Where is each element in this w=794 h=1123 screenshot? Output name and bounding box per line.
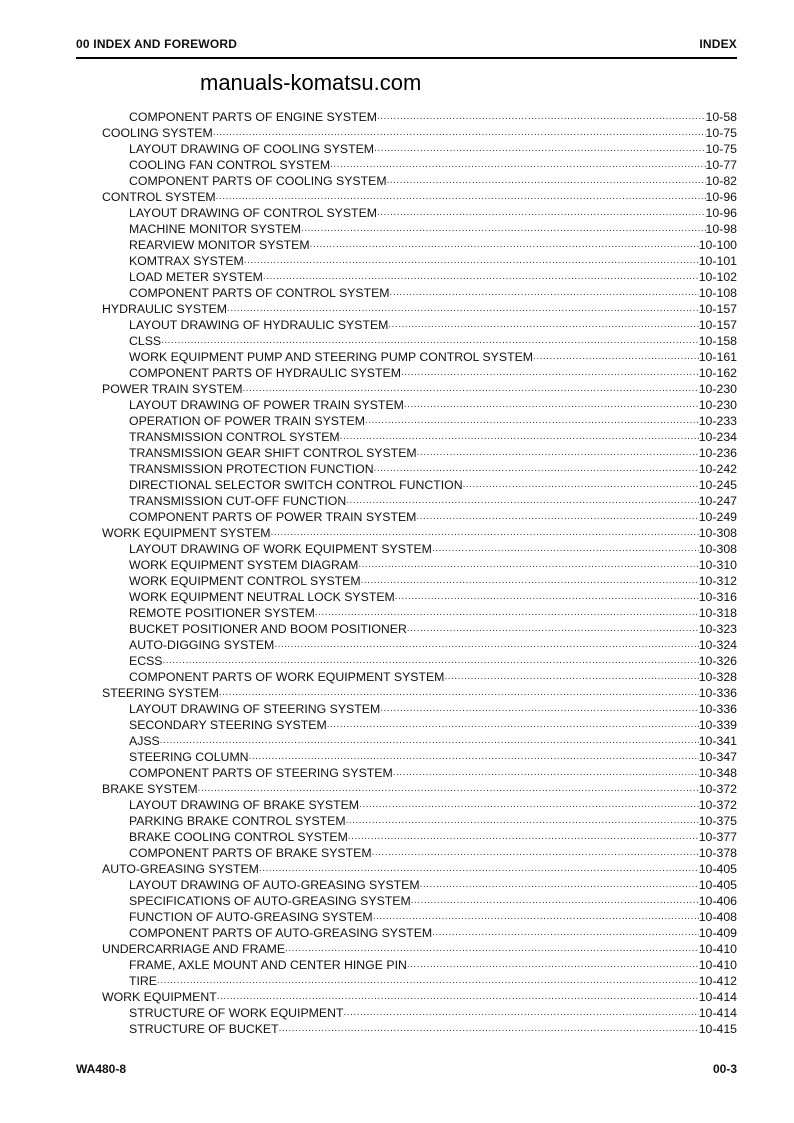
- toc-entry[interactable]: [129, 349, 737, 365]
- toc-entry-page: 10-157: [698, 318, 737, 332]
- toc-entry-page: 10-310: [698, 558, 737, 572]
- toc-entry-title: FRAME, AXLE MOUNT AND CENTER HINGE PIN: [129, 958, 407, 972]
- toc-entry-page: 10-347: [698, 750, 737, 764]
- toc-entry-title: LAYOUT DRAWING OF AUTO-GREASING SYSTEM: [129, 878, 420, 892]
- dot-leader: [315, 605, 699, 621]
- toc-entry[interactable]: [129, 1021, 737, 1037]
- toc-entry-page: 10-230: [698, 398, 737, 412]
- toc-entry[interactable]: [129, 797, 737, 813]
- toc-entry-page: 10-375: [698, 814, 737, 828]
- dot-leader: [432, 925, 699, 941]
- toc-entry-title: WORK EQUIPMENT NEUTRAL LOCK SYSTEM: [129, 590, 395, 604]
- toc-entry[interactable]: [129, 413, 737, 429]
- toc-entry-title: STEERING SYSTEM: [102, 686, 219, 700]
- toc-entry-page: 10-308: [698, 526, 737, 540]
- toc-entry[interactable]: [129, 605, 737, 621]
- toc-entry[interactable]: [129, 541, 737, 557]
- dot-leader: [432, 541, 699, 557]
- dot-leader: [348, 829, 699, 845]
- toc-entry-page: 10-234: [698, 430, 737, 444]
- toc-entry-page: 10-318: [698, 606, 737, 620]
- toc-entry[interactable]: [102, 941, 737, 957]
- dot-leader: [463, 477, 699, 493]
- toc-entry[interactable]: [129, 749, 737, 765]
- dot-leader: [377, 205, 706, 221]
- dot-leader: [263, 269, 699, 285]
- toc-entry-title: WORK EQUIPMENT CONTROL SYSTEM: [129, 574, 361, 588]
- toc-entry-page: 10-324: [698, 638, 737, 652]
- dot-leader: [390, 285, 699, 301]
- toc-entry-title: STRUCTURE OF WORK EQUIPMENT: [129, 1006, 344, 1020]
- toc-entry-title: BRAKE COOLING CONTROL SYSTEM: [129, 830, 348, 844]
- toc-entry[interactable]: [129, 1005, 737, 1021]
- footer-model: WA480-8: [76, 1062, 127, 1076]
- toc-entry-page: 10-377: [698, 830, 737, 844]
- dot-leader: [417, 445, 699, 461]
- watermark: manuals-komatsu.com: [200, 70, 422, 95]
- toc-entry[interactable]: [129, 669, 737, 685]
- toc-entry-page: 10-372: [698, 798, 737, 812]
- toc-entry-page: 10-336: [698, 702, 737, 716]
- toc-entry[interactable]: [129, 637, 737, 653]
- toc-entry[interactable]: [129, 573, 737, 589]
- toc-entry-title: REARVIEW MONITOR SYSTEM: [129, 238, 310, 252]
- toc-entry-page: 10-162: [698, 366, 737, 380]
- toc-entry-title: WORK EQUIPMENT: [102, 990, 217, 1004]
- toc-entry-title: COMPONENT PARTS OF WORK EQUIPMENT SYSTEM: [129, 670, 445, 684]
- toc-entry-page: 10-233: [698, 414, 737, 428]
- dot-leader: [372, 845, 699, 861]
- toc-entry-page: 10-339: [698, 718, 737, 732]
- dot-leader: [249, 749, 699, 765]
- header-index-label: INDEX: [699, 37, 737, 51]
- toc-entry-title: CLSS: [129, 334, 162, 348]
- dot-leader: [243, 381, 699, 397]
- dot-leader: [216, 189, 706, 205]
- toc-entry-page: 10-326: [698, 654, 737, 668]
- toc-entry-title: TRANSMISSION CONTROL SYSTEM: [129, 430, 340, 444]
- toc-entry[interactable]: [129, 813, 737, 829]
- dot-leader: [213, 125, 706, 141]
- toc-entry-title: MACHINE MONITOR SYSTEM: [129, 222, 301, 236]
- toc-entry-title: COOLING FAN CONTROL SYSTEM: [129, 158, 331, 172]
- dot-leader: [444, 669, 698, 685]
- dot-leader: [259, 861, 699, 877]
- toc-entry[interactable]: [129, 621, 737, 637]
- toc-entry-title: COOLING SYSTEM: [102, 126, 213, 140]
- dot-leader: [365, 413, 699, 429]
- toc-entry-page: 10-414: [698, 990, 737, 1004]
- toc-entry-page: 10-102: [698, 270, 737, 284]
- dot-leader: [157, 973, 699, 989]
- toc-entry-page: 10-98: [705, 222, 737, 236]
- toc-entry[interactable]: [129, 141, 737, 157]
- header-section-title: 00 INDEX AND FOREWORD: [76, 37, 238, 51]
- dot-leader: [198, 781, 699, 797]
- toc-entry-page: 10-405: [698, 878, 737, 892]
- toc-entry[interactable]: [129, 205, 737, 221]
- toc-entry-page: 10-378: [698, 846, 737, 860]
- toc-entry-page: 10-161: [698, 350, 737, 364]
- toc-entry-title: LAYOUT DRAWING OF HYDRAULIC SYSTEM: [129, 318, 389, 332]
- toc-entry[interactable]: [129, 733, 737, 749]
- toc-entry-page: 10-410: [698, 958, 737, 972]
- page-footer: [76, 1062, 737, 1076]
- toc-entry[interactable]: [102, 781, 737, 797]
- dot-leader: [217, 989, 699, 1005]
- dot-leader: [330, 157, 705, 173]
- toc-entry-title: LAYOUT DRAWING OF COOLING SYSTEM: [129, 142, 375, 156]
- toc-entry[interactable]: [102, 189, 737, 205]
- toc-entry-title: LAYOUT DRAWING OF POWER TRAIN SYSTEM: [129, 398, 404, 412]
- dot-leader: [163, 653, 699, 669]
- toc-entry-page: 10-75: [705, 126, 737, 140]
- toc-entry-page: 10-308: [698, 542, 737, 556]
- toc-entry[interactable]: [102, 301, 737, 317]
- toc-entry-title: STEERING COLUMN: [129, 750, 249, 764]
- dot-leader: [279, 1021, 699, 1037]
- toc-entry[interactable]: [129, 829, 737, 845]
- toc-entry-page: 10-410: [698, 942, 737, 956]
- toc-entry[interactable]: [129, 397, 737, 413]
- dot-leader: [160, 733, 699, 749]
- toc-entry-page: 10-249: [698, 510, 737, 524]
- dot-leader: [533, 349, 699, 365]
- toc-entry-title: ECSS: [129, 654, 163, 668]
- dot-leader: [411, 893, 699, 909]
- toc-entry[interactable]: [129, 365, 737, 381]
- toc-entry-title: BRAKE SYSTEM: [102, 782, 198, 796]
- toc-entry[interactable]: [129, 461, 737, 477]
- toc-entry-title: COMPONENT PARTS OF HYDRAULIC SYSTEM: [129, 366, 401, 380]
- dot-leader: [301, 221, 706, 237]
- dot-leader: [244, 253, 699, 269]
- dot-leader: [374, 141, 705, 157]
- toc-entry-title: STRUCTURE OF BUCKET: [129, 1022, 279, 1036]
- dot-leader: [407, 621, 699, 637]
- dot-leader: [387, 173, 706, 189]
- dot-leader: [340, 429, 699, 445]
- dot-leader: [401, 365, 699, 381]
- dot-leader: [346, 813, 699, 829]
- toc-entry-title: COMPONENT PARTS OF ENGINE SYSTEM: [129, 110, 378, 124]
- toc-entry[interactable]: [129, 653, 737, 669]
- dot-leader: [219, 685, 699, 701]
- toc-entry[interactable]: [102, 525, 737, 541]
- toc-entry-page: 10-328: [698, 670, 737, 684]
- toc-entry-title: LOAD METER SYSTEM: [129, 270, 263, 284]
- toc-entry-title: LAYOUT DRAWING OF STEERING SYSTEM: [129, 702, 381, 716]
- toc-entry-page: 10-101: [698, 254, 737, 268]
- toc-entry-page: 10-316: [698, 590, 737, 604]
- toc-entry-title: KOMTRAX SYSTEM: [129, 254, 244, 268]
- toc-entry-title: SECONDARY STEERING SYSTEM: [129, 718, 327, 732]
- dot-leader: [310, 237, 699, 253]
- toc-entry-title: REMOTE POSITIONER SYSTEM: [129, 606, 315, 620]
- toc-entry-title: WORK EQUIPMENT SYSTEM: [102, 526, 271, 540]
- toc-entry[interactable]: [129, 285, 737, 301]
- toc-entry-title: POWER TRAIN SYSTEM: [102, 382, 243, 396]
- dot-leader: [395, 589, 699, 605]
- toc-entry-title: TIRE: [129, 974, 158, 988]
- toc-entry[interactable]: [129, 557, 737, 573]
- dot-leader: [227, 301, 699, 317]
- toc-entry[interactable]: [129, 333, 737, 349]
- toc-entry-title: SPECIFICATIONS OF AUTO-GREASING SYSTEM: [129, 894, 411, 908]
- toc-entry-page: 10-372: [698, 782, 737, 796]
- toc-entry-title: LAYOUT DRAWING OF CONTROL SYSTEM: [129, 206, 378, 220]
- toc-entry-page: 10-158: [698, 334, 737, 348]
- toc-entry-page: 10-108: [698, 286, 737, 300]
- toc-entry-page: 10-323: [698, 622, 737, 636]
- toc-entry[interactable]: [129, 109, 737, 125]
- toc-entry-page: 10-245: [698, 478, 737, 492]
- toc-entry[interactable]: [129, 957, 737, 973]
- toc-entry-page: 10-236: [698, 446, 737, 460]
- toc-entry-page: 10-348: [698, 766, 737, 780]
- toc-entry[interactable]: [129, 221, 737, 237]
- toc-entry-page: 10-406: [698, 894, 737, 908]
- toc-entry-title: CONTROL SYSTEM: [102, 190, 216, 204]
- toc-entry-page: 10-408: [698, 910, 737, 924]
- toc-entry-title: TRANSMISSION PROTECTION FUNCTION: [129, 462, 374, 476]
- toc-entry[interactable]: [129, 925, 737, 941]
- toc-entry-title: COMPONENT PARTS OF POWER TRAIN SYSTEM: [129, 510, 417, 524]
- dot-leader: [393, 765, 699, 781]
- dot-leader: [271, 525, 699, 541]
- toc-entry[interactable]: [129, 973, 737, 989]
- toc-entry-page: 10-247: [698, 494, 737, 508]
- toc-entry[interactable]: [129, 845, 737, 861]
- toc-entry[interactable]: [129, 173, 737, 189]
- toc-entry[interactable]: [129, 893, 737, 909]
- toc-entry-title: DIRECTIONAL SELECTOR SWITCH CONTROL FUNCTION: [129, 478, 463, 492]
- page-header: [76, 37, 737, 51]
- toc-entry[interactable]: [129, 253, 737, 269]
- toc-entry-page: 10-157: [698, 302, 737, 316]
- dot-leader: [274, 637, 698, 653]
- toc-entry-title: HYDRAULIC SYSTEM: [102, 302, 228, 316]
- toc-entry[interactable]: [102, 989, 737, 1005]
- footer-page-number: 00-3: [712, 1062, 737, 1076]
- dot-leader: [377, 109, 706, 125]
- toc-entry-title: WORK EQUIPMENT PUMP AND STEERING PUMP CONTROL SYSTEM: [129, 350, 534, 364]
- dot-leader: [285, 941, 699, 957]
- toc-entry-title: UNDERCARRIAGE AND FRAME: [102, 942, 286, 956]
- toc-entry[interactable]: [102, 381, 737, 397]
- dot-leader: [388, 317, 698, 333]
- toc-entry[interactable]: [129, 237, 737, 253]
- toc-entry-page: 10-405: [698, 862, 737, 876]
- dot-leader: [407, 957, 699, 973]
- toc-entry-title: COMPONENT PARTS OF AUTO-GREASING SYSTEM: [129, 926, 433, 940]
- toc-entry[interactable]: [102, 685, 737, 701]
- dot-leader: [161, 333, 699, 349]
- dot-leader: [373, 909, 699, 925]
- dot-leader: [344, 1005, 699, 1021]
- toc-entry-title: COMPONENT PARTS OF BRAKE SYSTEM: [129, 846, 372, 860]
- toc-entry-title: AUTO-DIGGING SYSTEM: [129, 638, 275, 652]
- toc-entry[interactable]: [102, 861, 737, 877]
- toc-entry[interactable]: [129, 717, 737, 733]
- toc-entry[interactable]: [129, 589, 737, 605]
- toc-entry-title: COMPONENT PARTS OF CONTROL SYSTEM: [129, 286, 390, 300]
- toc-entry-page: 10-412: [698, 974, 737, 988]
- dot-leader: [346, 493, 698, 509]
- toc-entry-page: 10-312: [698, 574, 737, 588]
- toc-entry[interactable]: [129, 317, 737, 333]
- dot-leader: [358, 557, 698, 573]
- toc-entry-title: PARKING BRAKE CONTROL SYSTEM: [129, 814, 346, 828]
- toc-entry-title: TRANSMISSION GEAR SHIFT CONTROL SYSTEM: [129, 446, 417, 460]
- toc-entry[interactable]: [129, 877, 737, 893]
- header-rule: [76, 57, 737, 59]
- toc-entry-page: 10-414: [698, 1006, 737, 1020]
- toc-entry-page: 10-82: [705, 174, 737, 188]
- toc-entry[interactable]: [129, 477, 737, 493]
- toc-entry-title: OPERATION OF POWER TRAIN SYSTEM: [129, 414, 365, 428]
- toc-entry-title: TRANSMISSION CUT-OFF FUNCTION: [129, 494, 347, 508]
- toc-entry[interactable]: [129, 701, 737, 717]
- toc-entry[interactable]: [129, 509, 737, 525]
- toc-entry-title: COMPONENT PARTS OF COOLING SYSTEM: [129, 174, 387, 188]
- dot-leader: [374, 461, 699, 477]
- toc-entry-page: 10-96: [705, 206, 737, 220]
- toc-entry[interactable]: [129, 269, 737, 285]
- toc-entry-page: 10-75: [705, 142, 737, 156]
- toc-entry-page: 10-100: [698, 238, 737, 252]
- toc-entry[interactable]: [102, 125, 737, 141]
- toc-entry-page: 10-415: [698, 1022, 737, 1036]
- toc-entry-page: 10-58: [705, 110, 737, 124]
- toc-entry-title: WORK EQUIPMENT SYSTEM DIAGRAM: [129, 558, 359, 572]
- dot-leader: [361, 573, 699, 589]
- toc-entry-title: LAYOUT DRAWING OF BRAKE SYSTEM: [129, 798, 360, 812]
- toc-entry-page: 10-409: [698, 926, 737, 940]
- toc-entry-title: LAYOUT DRAWING OF WORK EQUIPMENT SYSTEM: [129, 542, 432, 556]
- toc-entry-page: 10-242: [698, 462, 737, 476]
- toc-entry[interactable]: [129, 765, 737, 781]
- toc-entry-title: BUCKET POSITIONER AND BOOM POSITIONER: [129, 622, 407, 636]
- toc-entry[interactable]: [129, 493, 737, 509]
- dot-leader: [380, 701, 699, 717]
- toc-entry-title: FUNCTION OF AUTO-GREASING SYSTEM: [129, 910, 373, 924]
- toc-entry-title: AUTO-GREASING SYSTEM: [102, 862, 259, 876]
- toc-entry-page: 10-77: [705, 158, 737, 172]
- dot-leader: [359, 797, 699, 813]
- dot-leader: [327, 717, 699, 733]
- toc-entry-page: 10-96: [705, 190, 737, 204]
- toc-entry-page: 10-341: [698, 734, 737, 748]
- toc-entry-page: 10-230: [698, 382, 737, 396]
- toc-entry[interactable]: [129, 157, 737, 173]
- dot-leader: [416, 509, 698, 525]
- toc-entry[interactable]: [129, 429, 737, 445]
- toc-entry-title: COMPONENT PARTS OF STEERING SYSTEM: [129, 766, 393, 780]
- toc-entry[interactable]: [129, 909, 737, 925]
- dot-leader: [420, 877, 699, 893]
- toc-entry-page: 10-336: [698, 686, 737, 700]
- dot-leader: [404, 397, 699, 413]
- toc-entry-title: AJSS: [129, 734, 160, 748]
- toc-entry[interactable]: [129, 445, 737, 461]
